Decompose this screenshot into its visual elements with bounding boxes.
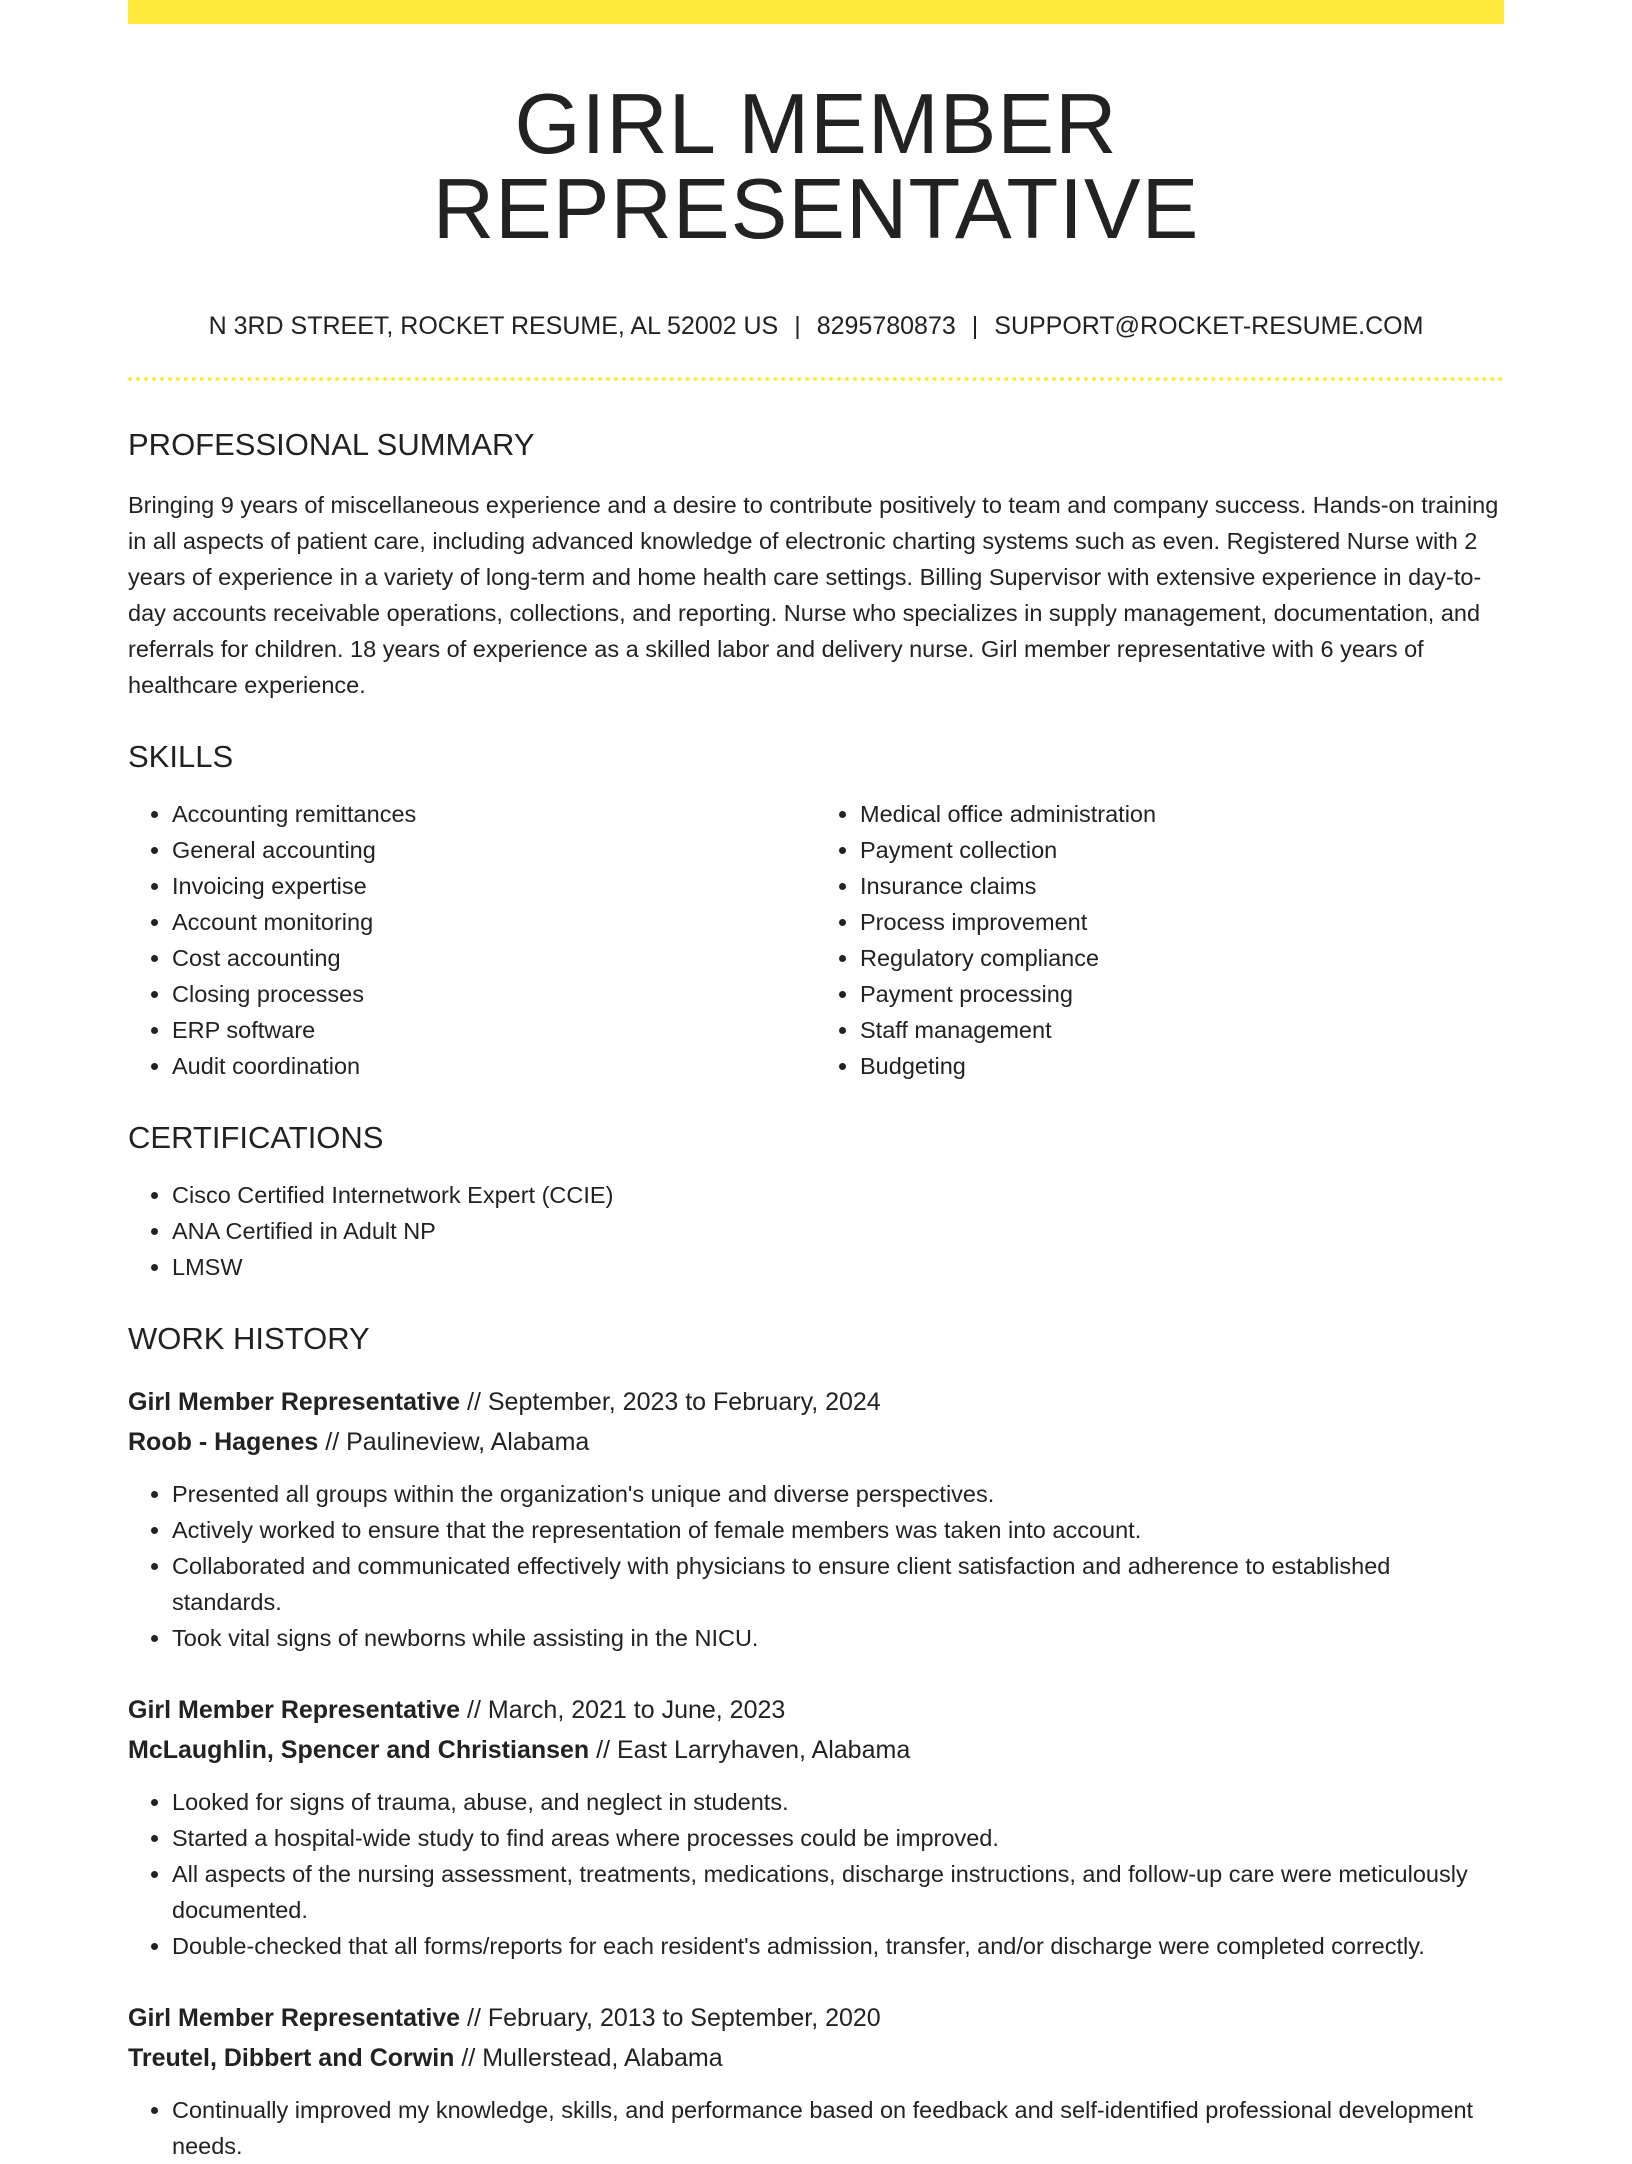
list-item: • Invoicing expertise — [172, 868, 816, 904]
summary-text: Bringing 9 years of miscellaneous experience and a desire to contribute positively to team and company success. Hands-on training in all aspects of patient care, including advanced knowledge of electronic charting systems such as even. Registered Nurse with 2 years of experience in a variety of long-term and home health care settings. Billing Supervisor with extensive experience in day-to-day accounts receivable operations, collections, and reporting. Nurse who specializes in supply management, documentation, and referrals for children. 18 years of experience as a skilled labor and delivery nurse. Girl member representative with 6 years of healthcare experience. — [128, 492, 1499, 698]
list-item: • Collaborated and communicated effectively with physicians to ensure client satisfaction and adherence to established standards. — [172, 1548, 1504, 1620]
list-item: • All aspects of the nursing assessment, treatments, medications, discharge instructions, and follow-up care were meticulously documented. — [172, 1856, 1504, 1928]
list-item: • Audit coordination — [172, 1048, 816, 1084]
list-item: • Cost accounting — [172, 940, 816, 976]
job-company-line — [128, 1422, 1504, 1462]
skills-list-right — [816, 796, 1504, 1084]
job-title-line — [128, 1382, 1504, 1422]
job-bullets — [128, 1476, 1504, 1656]
job-dates: // March, 2021 to June, 2023 — [467, 1696, 786, 1724]
job-title: Girl Member Representative — [128, 1388, 461, 1416]
list-item: • LMSW — [172, 1249, 1504, 1285]
contact-separator: | — [971, 312, 979, 340]
job-company: Treutel, Dibbert and Corwin — [128, 2044, 455, 2072]
list-item: • Actively worked to ensure that the representation of female members was taken into account. — [172, 1512, 1504, 1548]
list-item: • ERP software — [172, 1012, 816, 1048]
job-company-line — [128, 2038, 1504, 2078]
job-bullets — [128, 1784, 1504, 1964]
dotted-divider — [128, 377, 1504, 381]
job-title-line — [128, 1690, 1504, 1730]
skills-grid — [128, 772, 1504, 1084]
job-entry — [128, 1690, 1504, 1964]
resume-content — [128, 24, 1504, 2164]
list-item: • Cisco Certified Internetwork Expert (CCIE) — [172, 1177, 1504, 1213]
job-title: Girl Member Representative — [128, 1696, 461, 1724]
work-history-heading: WORK HISTORY — [128, 1321, 370, 1356]
job-location: // Mullerstead, Alabama — [461, 2044, 723, 2072]
list-item: • Accounting remittances — [172, 796, 816, 832]
list-item: • General accounting — [172, 832, 816, 868]
list-item: • Process improvement — [860, 904, 1504, 940]
list-item: • Looked for signs of trauma, abuse, and neglect in students. — [172, 1784, 1504, 1820]
work-history-list — [128, 1382, 1504, 2164]
accent-top-bar — [128, 0, 1504, 24]
candidate-name: GIRL MEMBER REPRESENTATIVE — [432, 77, 1200, 257]
job-bullets — [128, 2092, 1504, 2164]
skills-list-left — [128, 796, 816, 1084]
job-entry — [128, 1998, 1504, 2164]
job-company: Roob - Hagenes — [128, 1428, 319, 1456]
job-company: McLaughlin, Spencer and Christiansen — [128, 1736, 590, 1764]
list-item: • Payment collection — [860, 832, 1504, 868]
list-item: • Payment processing — [860, 976, 1504, 1012]
contact-separator: | — [794, 312, 801, 340]
list-item: • Medical office administration — [860, 796, 1504, 832]
job-location: // Paulineview, Alabama — [325, 1428, 590, 1456]
list-item: • Presented all groups within the organization's unique and diverse perspectives. — [172, 1476, 1504, 1512]
list-item: • Staff management — [860, 1012, 1504, 1048]
job-dates: // September, 2023 to February, 2024 — [467, 1388, 881, 1416]
job-entry — [128, 1382, 1504, 1656]
list-item: • Insurance claims — [860, 868, 1504, 904]
contact-phone: 8295780873 — [816, 312, 956, 340]
job-location: // East Larryhaven, Alabama — [596, 1736, 911, 1764]
job-company-line — [128, 1730, 1504, 1770]
list-item: • Closing processes — [172, 976, 816, 1012]
list-item: • Account monitoring — [172, 904, 816, 940]
job-title: Girl Member Representative — [128, 2004, 461, 2032]
list-item: • Double-checked that all forms/reports for each resident's admission, transfer, and/or discharge were completed correctly. — [172, 1928, 1504, 1964]
list-item: • Took vital signs of newborns while assisting in the NICU. — [172, 1620, 1504, 1656]
summary-heading: PROFESSIONAL SUMMARY — [128, 427, 535, 462]
list-item: • Continually improved my knowledge, skills, and performance based on feedback and self-identified professional development needs. — [172, 2092, 1504, 2164]
contact-email: SUPPORT@ROCKET-RESUME.COM — [994, 312, 1424, 340]
list-item: • ANA Certified in Adult NP — [172, 1213, 1504, 1249]
job-title-line — [128, 1998, 1504, 2038]
certifications-list — [128, 1177, 1504, 1285]
contact-line — [128, 314, 1504, 339]
skills-heading: SKILLS — [128, 739, 234, 774]
contact-address: N 3RD STREET, ROCKET RESUME, AL 52002 US — [208, 312, 779, 340]
list-item: • Started a hospital-wide study to find areas where processes could be improved. — [172, 1820, 1504, 1856]
certifications-heading: CERTIFICATIONS — [128, 1120, 384, 1155]
list-item: • Budgeting — [860, 1048, 1504, 1084]
list-item: • Regulatory compliance — [860, 940, 1504, 976]
job-dates: // February, 2013 to September, 2020 — [467, 2004, 881, 2032]
